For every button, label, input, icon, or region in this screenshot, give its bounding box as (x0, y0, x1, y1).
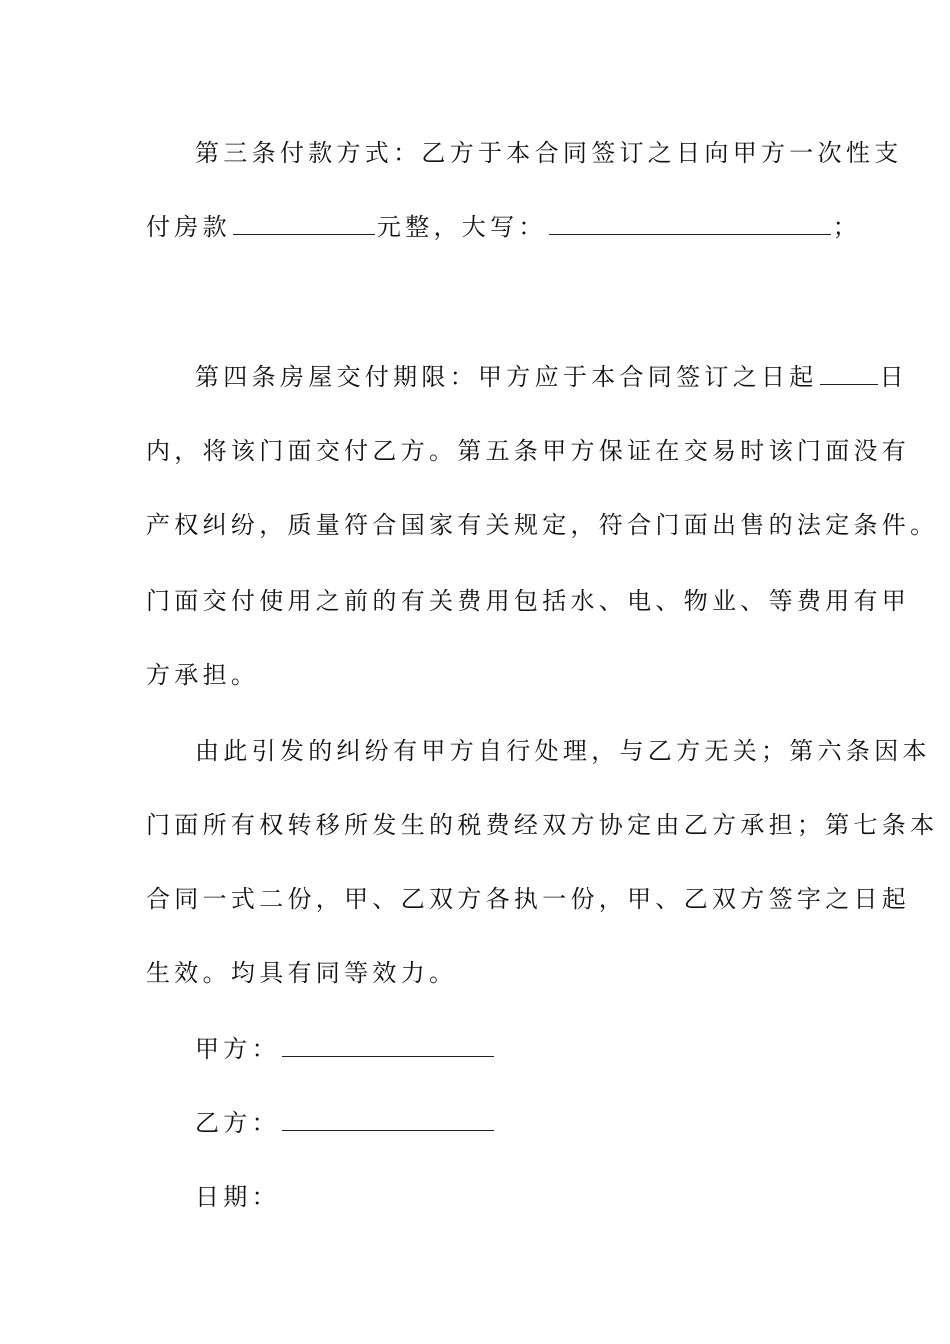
clause4-deadline-label: 第四条房屋交付期限：甲方应于本合同签订之日起 (195, 363, 818, 391)
party-b-signature (195, 1108, 496, 1138)
clause6-line3: 合同一式二份，甲、乙双方各执一份，甲、乙双方签字之日起 (146, 885, 911, 913)
clause3-line1: 第三条付款方式：乙方于本合同签订之日向甲方一次性支 (195, 139, 903, 167)
clause3-capital-label: 元整，大写： (376, 213, 547, 241)
clause4-line3: 产权纠纷，质量符合国家有关规定，符合门面出售的法定条件。 (146, 511, 939, 539)
party-a-blank (282, 1036, 494, 1057)
date-line (195, 1182, 280, 1212)
clause6-line2: 门面所有权转移所发生的税费经双方协定由乙方承担；第七条本 (146, 811, 939, 839)
clause4-day-unit: 日 (879, 363, 908, 391)
clause4-line4: 门面交付使用之前的有关费用包括水、电、物业、等费用有甲 (146, 587, 911, 615)
clause6-line1: 由此引发的纠纷有甲方自行处理，与乙方无关；第六条因本 (195, 737, 931, 765)
clause6-line4: 生效。均具有同等效力。 (146, 959, 458, 987)
payment-amount-blank (233, 214, 375, 235)
clause4-line1 (195, 362, 908, 392)
party-a-signature (195, 1034, 496, 1064)
clause3-semicolon: ； (832, 213, 862, 241)
delivery-days-blank (820, 364, 878, 385)
date-label: 日期： (195, 1183, 280, 1211)
party-b-blank (282, 1110, 494, 1131)
party-a-label: 甲方： (195, 1035, 280, 1063)
payment-capital-blank (549, 214, 831, 235)
clause4-line5: 方承担。 (146, 661, 260, 689)
party-b-label: 乙方： (195, 1109, 280, 1137)
clause4-line2: 内，将该门面交付乙方。第五条甲方保证在交易时该门面没有 (146, 437, 911, 465)
clause3-payment-label: 付房款 (146, 213, 231, 241)
clause3-line2 (146, 212, 861, 242)
